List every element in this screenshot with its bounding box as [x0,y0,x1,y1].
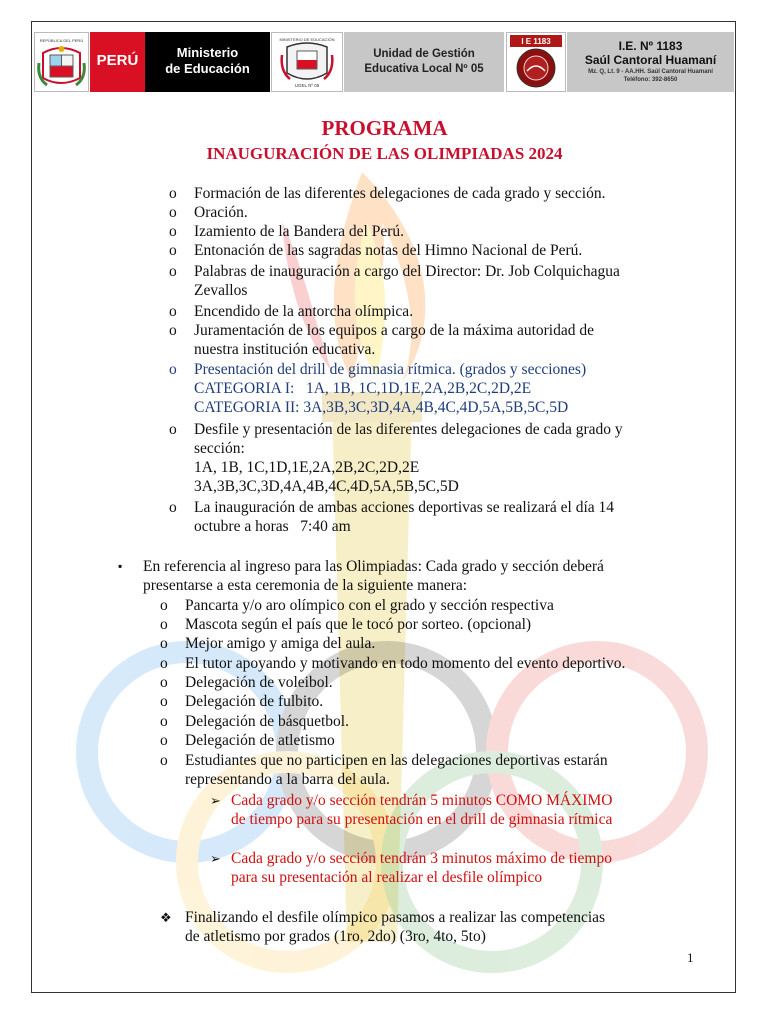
list-item: La inauguración de ambas acciones deportivas se realizará el día 14 [194,499,615,516]
sections-row-two: 3A,3B,3C,3D,4A,4B,4C,4D,5A,5B,5C,5D [194,478,459,495]
note-drill-time: Cada grado y/o sección tendrán 5 minutos COMO MÁXIMO [231,792,613,809]
list-item: Formación de las diferentes delegaciones de cada grado y sección. [194,185,606,202]
bullet-circle: o [169,263,177,280]
ministry-line1: Ministerio [176,45,239,60]
list-item-continuation: nuestra institución educativa. [194,341,376,358]
bullet-circle: o [160,635,168,652]
bullet-circle: o [160,752,168,769]
reference-item: Pancarta y/o aro olímpico con el grado y sección respectiva [185,597,554,614]
reference-item: Delegación de atletismo [185,732,335,749]
list-item-continuation: sección: [194,440,245,457]
reference-item: Delegación de voleibol. [185,674,333,691]
bullet-circle: o [160,616,168,633]
svg-text:REPÚBLICA DEL PERÚ: REPÚBLICA DEL PERÚ [39,38,84,43]
bullet-arrow: ➢ [210,851,221,866]
peru-crest-box [34,32,89,92]
bullet-circle: o [169,303,177,320]
closing-text: Finalizando el desfile olímpico pasamos a realizar las competencias [185,909,606,926]
bullet-circle: o [169,322,177,339]
list-item: Oración. [194,204,248,221]
ugel-line2: Educativa Local Nº 05 [364,63,484,75]
document-page [31,21,736,993]
ministry-box [145,32,270,92]
bullet-circle: o [169,421,177,438]
list-item: Palabras de inauguración a cargo del Director: Dr. Job Colquichagua [194,263,620,280]
sections-row-one: 1A, 1B, 1C,1D,1E,2A,2B,2C,2D,2E [194,459,420,476]
bullet-circle: o [160,693,168,710]
note-parade-time: Cada grado y/o sección tendrán 3 minutos máximo de tiempo [231,850,612,867]
page-number: 1 [687,950,694,965]
peru-crest-icon [35,33,88,91]
svg-text:I E 1183: I E 1183 [521,37,551,46]
closing-text-continuation: de atletismo por grados (1ro, 2do) (3ro, 4to, 5to) [185,928,486,945]
list-item-continuation: Zevallos [194,282,248,299]
reference-item: El tutor apoyando y motivando en todo momento del evento deportivo. [185,655,626,672]
bullet-square: ▪ [118,559,123,573]
bullet-circle: o [160,713,168,730]
list-item-drill: Presentación del drill de gimnasia rítmica. (grados y secciones) [194,361,587,378]
note-drill-time-continuation: de tiempo para su presentación en el drill de gimnasia rítmica [231,811,613,828]
list-item: Desfile y presentación de las diferentes delegaciones de cada grado y [194,421,623,438]
school-phone: Teléfono: 392-8650 [623,77,678,83]
ugel-seal-box [271,32,343,92]
reference-intro-continuation: presentarse a esta ceremonia de la siguiente manera: [143,577,468,594]
list-item: Izamiento de la Bandera del Perú. [194,223,405,240]
bullet-circle: o [160,674,168,691]
list-item-continuation: octubre a horas 7:40 am [194,518,351,535]
school-logo-icon [507,33,565,91]
bullet-circle: o [169,204,177,221]
bullet-circle: o [160,597,168,614]
bullet-circle: o [169,361,177,378]
bullet-circle: o [169,185,177,202]
category-one: CATEGORIA I: 1A, 1B, 1C,1D,1E,2A,2B,2C,2D,2E [194,380,532,397]
school-address: Mz. Q, Lt. 9 - AA.HH. Saúl Cantoral Huamaní [588,69,713,75]
document-subtitle: INAUGURACIÓN DE LAS OLIMPIADAS 2024 [206,144,563,163]
bullet-circle: o [169,242,177,259]
bullet-diamond: ❖ [160,910,172,925]
reference-item: Mejor amigo y amiga del aula. [185,635,376,652]
institutional-header [34,32,734,94]
svg-text:UGEL Nº 05: UGEL Nº 05 [294,83,320,88]
bullet-arrow: ➢ [210,793,221,808]
svg-text:MINISTERIO DE EDUCACIÓN: MINISTERIO DE EDUCACIÓN [279,37,335,42]
school-info-box [567,32,734,92]
ministry-line2: de Educación [165,61,250,76]
list-item: Juramentación de los equipos a cargo de la máxima autoridad de [194,322,594,339]
peru-label: PERÚ [96,52,139,69]
category-two: CATEGORIA II: 3A,3B,3C,3D,4A,4B,4C,4D,5A,5B,5C,5D [194,399,569,416]
bullet-circle: o [169,223,177,240]
reference-item: Mascota según el país que le tocó por sorteo. (opcional) [185,616,532,633]
reference-item: Delegación de básquetbol. [185,713,349,730]
list-item: Entonación de las sagradas notas del Himno Nacional de Perú. [194,242,583,259]
document-title: PROGRAMA [321,116,448,140]
ugel-seal-icon [272,33,342,91]
school-name-line2: Saúl Cantoral Huamaní [584,53,717,67]
bullet-circle: o [169,499,177,516]
peru-label-box [90,32,145,92]
list-item: Encendido de la antorcha olímpica. [194,303,414,320]
reference-item: Delegación de fulbito. [185,693,324,710]
school-logo-box [506,32,566,92]
ugel-line1: Unidad de Gestión [373,48,475,60]
reference-item-continuation: representando a la barra del aula. [185,771,390,788]
school-name-line1: I.E. Nº 1183 [618,39,683,53]
ugel-box [344,32,504,92]
bullet-circle: o [160,655,168,672]
bullet-circle: o [160,732,168,749]
reference-item: Estudiantes que no participen en las delegaciones deportivas estarán [185,752,608,769]
note-parade-time-continuation: para su presentación al realizar el desfile olímpico [231,869,543,886]
reference-intro: En referencia al ingreso para las Olimpiadas: Cada grado y sección deberá [143,558,604,575]
